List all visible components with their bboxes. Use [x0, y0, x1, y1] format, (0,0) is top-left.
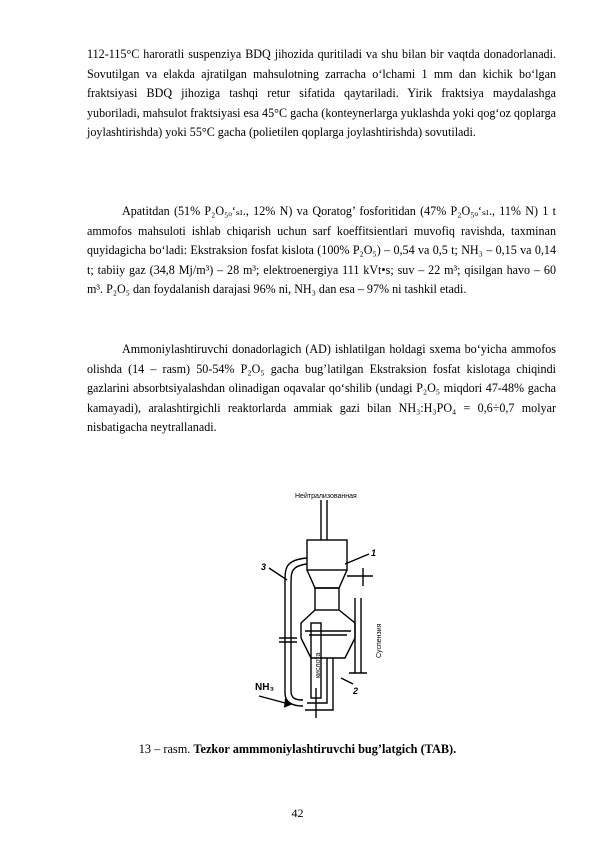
- label-top: Нейтрализованная: [295, 493, 357, 500]
- label-suspenziya: Суспензия: [376, 623, 383, 658]
- label-1: 1: [371, 548, 377, 558]
- caption-title: Tezkor ammmoniylashtiruvchi bug’latgich (TAB).: [193, 742, 457, 756]
- paragraph-1: 112-115°C haroratli suspenziya BDQ jihozida quritiladi va shu bilan bir vaqtda donadorlanadi. Sovutilgan va elakda ajratilgan mahsulotning zarracha o‘lchami 1 mm dan kichik bo‘lgan fraktsiyasi BDQ jihoziga tashqi retur sifatida qaytariladi. Yirik fraktsiya maydalashga yuboriladi, mahsulot fraktsiyasi esa 45°C gacha (konteynerlarga yuklashda yoki qog‘oz qoplarga joylashtirishda) yoki 55°C gacha (polietilen qoplarga joylashtirishda) sovutiladi.: [87, 47, 556, 140]
- label-3: 3: [261, 562, 267, 572]
- label-2: 2: [353, 686, 359, 696]
- figure-caption: [0, 742, 595, 757]
- tab-evaporator-diagram: [245, 488, 395, 718]
- label-nh3: NH₃: [255, 682, 275, 693]
- page-number: 42: [291, 806, 304, 820]
- label-kislota: кислота: [315, 652, 322, 678]
- paragraph-2: Apatitdan (51% P₂O₅ₒ‘ₛₗ., 12% N) va Qoratog’ fosforitidan (47% P₂O₅ₒ‘ₛₗ., 11% N) 1 t ammofos mahsuloti ishlab chiqarish uchun sarf koeffitsientlari muvofiq ravishda, taxminan quyidagicha bo‘ladi: Ekstraksion fosfat kislota (100% P₂O₅) – 0,54 va 0,5 t; NH₃ – 0,15 va 0,14 t; tabiiy gaz (34,8 Mj/m³) – 28 m³; elektroenergiya 111 kVt•s; suv – 22 m³; qisilgan havo – 60 m³. P₂O₅ dan foydalanish darajasi 96% ni, NH₃ dan esa – 97% ni tashkil etadi.: [87, 204, 556, 297]
- caption-prefix: 13 – rasm.: [138, 742, 194, 756]
- paragraph-3: Ammoniylashtiruvchi donadorlagich (AD) ishlatilgan holdagi sxema bo‘yicha ammofos olishda (14 – rasm) 50-54% P₂O₅ gacha bug’latilgan Ekstraksion fosfat kislotaga chiqindi gazlarini absorbtsiyalashdan olinadigan oqavalar qo‘shilib (undagi P₂O₅ miqdori 47-48% gacha kamayadi), aralashtirgichli reaktorlarda ammiak gazi bilan NH₃:H₃PO₄ = 0,6÷0,7 molyar nisbatigacha neytrallanadi.: [87, 342, 556, 435]
